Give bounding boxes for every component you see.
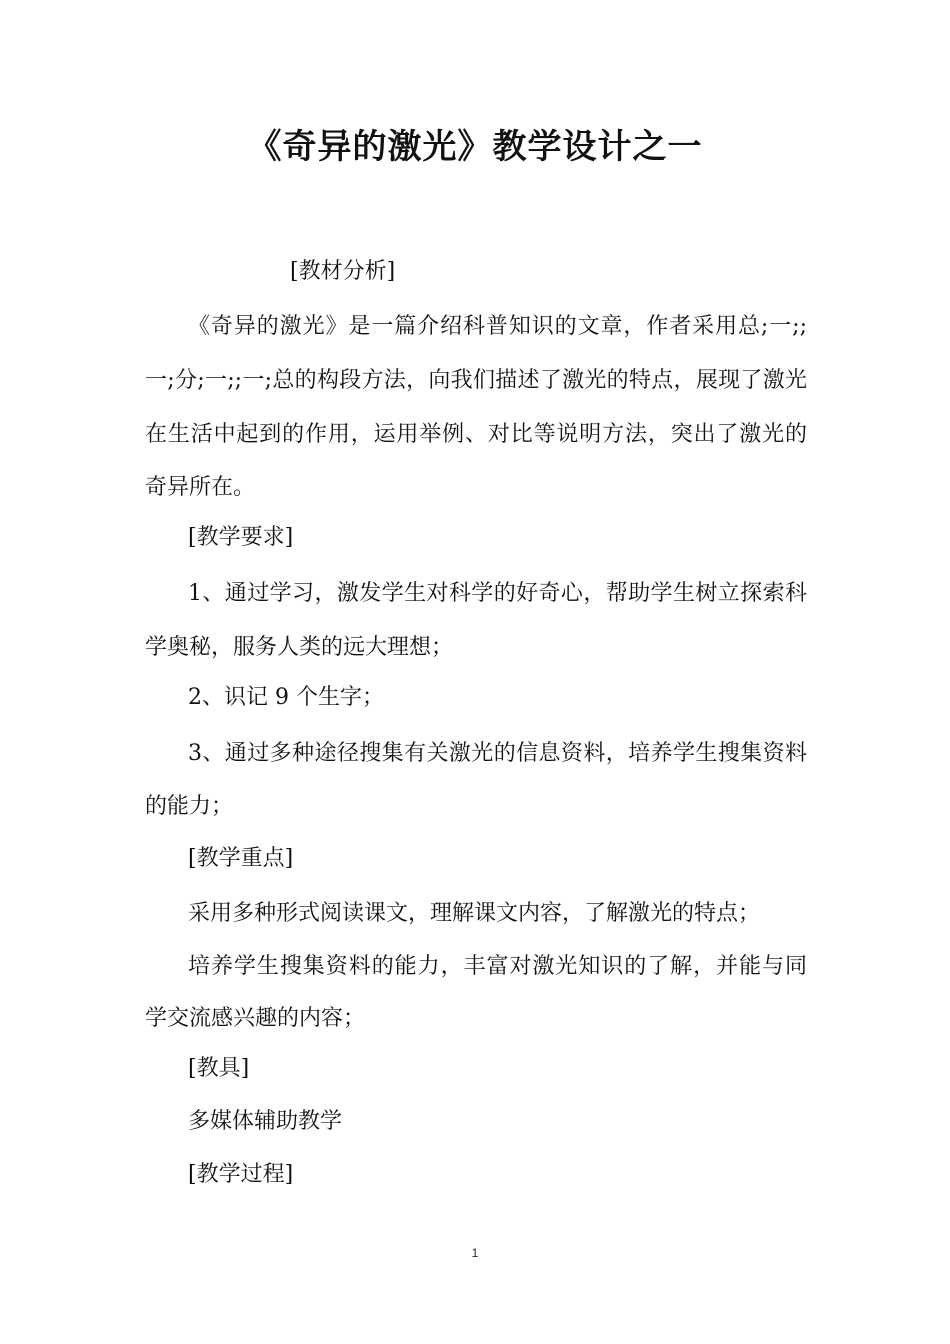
paragraph-line: 培养学生搜集资料的能力，丰富对激光知识的了解，并能与同	[188, 954, 807, 979]
document-title: 《奇异的激光》教学设计之一	[247, 127, 703, 167]
section-heading-teaching-process: [教学过程]	[188, 1162, 294, 1187]
paragraph-line: 奇异所在。	[145, 475, 256, 500]
paragraph-line: 采用多种形式阅读课文，理解课文内容，了解激光的特点；	[188, 901, 761, 926]
list-item-line: 1、通过学习，激发学生对科学的好奇心，帮助学生树立探索科	[188, 581, 807, 606]
section-heading-teaching-aids: [教具]	[188, 1056, 250, 1081]
paragraph-line: 一;分;一;;一;总的构段方法，向我们描述了激光的特点，展现了激光	[145, 368, 807, 393]
paragraph-line: 学交流感兴趣的内容；	[145, 1006, 366, 1031]
list-item-line: 2、识记 9 个生字；	[188, 685, 384, 710]
paragraph-line: 《奇异的激光》是一篇介绍科普知识的文章，作者采用总;一;;	[188, 314, 807, 339]
page-number: 1	[471, 1246, 479, 1260]
list-item-line: 学奥秘，服务人类的远大理想；	[145, 635, 454, 660]
list-item-line: 的能力；	[145, 794, 234, 819]
section-heading-textbook-analysis: [教材分析]	[290, 259, 396, 284]
list-item-line: 3、通过多种途径搜集有关激光的信息资料，培养学生搜集资料	[188, 741, 807, 766]
section-heading-teaching-focus: [教学重点]	[188, 846, 294, 871]
paragraph-line: 多媒体辅助教学	[188, 1109, 343, 1134]
section-heading-teaching-requirements: [教学要求]	[188, 525, 294, 550]
paragraph-line: 在生活中起到的作用，运用举例、对比等说明方法，突出了激光的	[145, 422, 807, 447]
